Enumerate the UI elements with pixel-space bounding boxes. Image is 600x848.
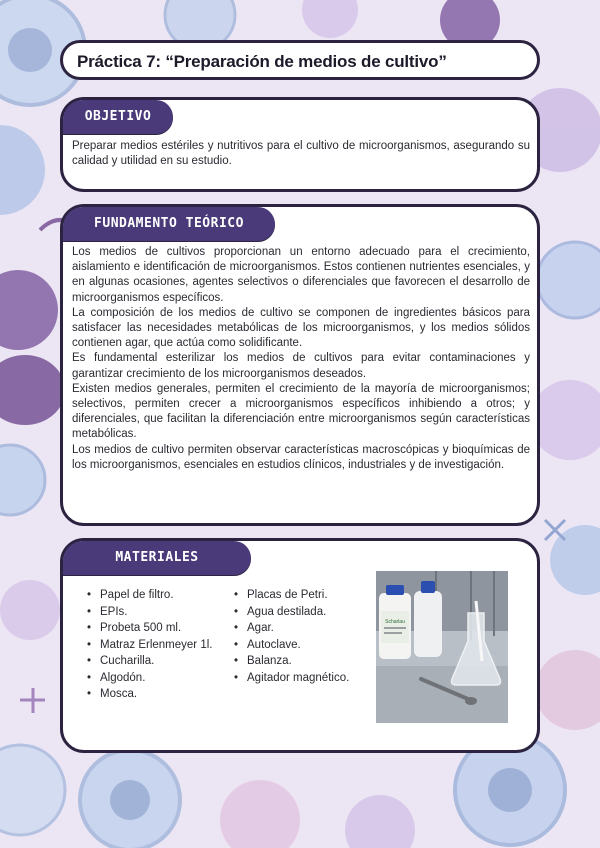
reagent-label: Scharlau: [385, 619, 405, 625]
list-item: • Placas de Petri.: [234, 587, 349, 604]
materiales-heading: MATERIALES: [63, 541, 251, 575]
list-item: • Autoclave.: [234, 637, 349, 654]
materiales-section: [60, 538, 540, 753]
fundamento-paragraph: Los medios de cultivo permiten observar características macroscópicas y bioquímicas de los microorganismos, esenciales en estudios clínicos, industriales y de investigación.: [72, 443, 530, 471]
fundamento-paragraph: Existen medios generales, permiten el crecimiento de la mayoría de microorganismos; selectivos, permiten crecer a microorganismos específicos inhibiendo a otros; y diferenciales, que facilitan la diferenciación entre microorganismos según características metabólicas.: [72, 382, 530, 441]
list-item: • Balanza.: [234, 653, 349, 670]
fundamento-paragraph: Los medios de cultivos proporcionan un entorno adecuado para el crecimiento, aislamiento e identificación de microorganismos. Estos contienen nutrientes esenciales, y en algunas ocasiones, agentes selectivos o diferenciales que favorecen el desarrollo de microorganismos específicos.: [72, 246, 530, 304]
objetivo-section: [60, 97, 540, 192]
objetivo-text: Preparar medios estériles y nutritivos para el cultivo de microorganismos, asegurando su calidad y utilidad en su estudio.: [72, 140, 530, 168]
fundamento-paragraph: La composición de los medios de cultivo se componen de ingredientes básicos para satisfacer las necesidades metabólicas de los microorganismos, y los medios sólidos contienen agar, que actúa como solidificante.: [72, 306, 530, 350]
list-item: • Papel de filtro.: [87, 587, 212, 604]
fundamento-section: [60, 204, 540, 526]
title-card: [60, 40, 540, 80]
lab-materials-photo: [376, 571, 508, 723]
list-item: • Agua destilada.: [234, 604, 349, 621]
list-item: • Cucharilla.: [87, 653, 212, 670]
list-item: • Agitador magnético.: [234, 670, 349, 687]
materials-list-left: [87, 587, 212, 703]
page-title: Práctica 7: “Preparación de medios de cultivo”: [77, 52, 447, 71]
list-item: • EPIs.: [87, 604, 212, 621]
fundamento-text: [72, 245, 530, 473]
fundamento-paragraph: Es fundamental esterilizar los medios de cultivos para evitar contaminaciones y garantizar crecimiento de los microorganismos deseados.: [72, 352, 530, 380]
list-item: • Matraz Erlenmeyer 1l.: [87, 637, 212, 654]
fundamento-heading: FUNDAMENTO TEÓRICO: [63, 207, 275, 241]
list-item: • Algodón.: [87, 670, 212, 687]
objetivo-heading: OBJETIVO: [63, 100, 173, 134]
materials-list-right: [234, 587, 349, 686]
list-item: • Agar.: [234, 620, 349, 637]
list-item: • Mosca.: [87, 686, 212, 703]
list-item: • Probeta 500 ml.: [87, 620, 212, 637]
